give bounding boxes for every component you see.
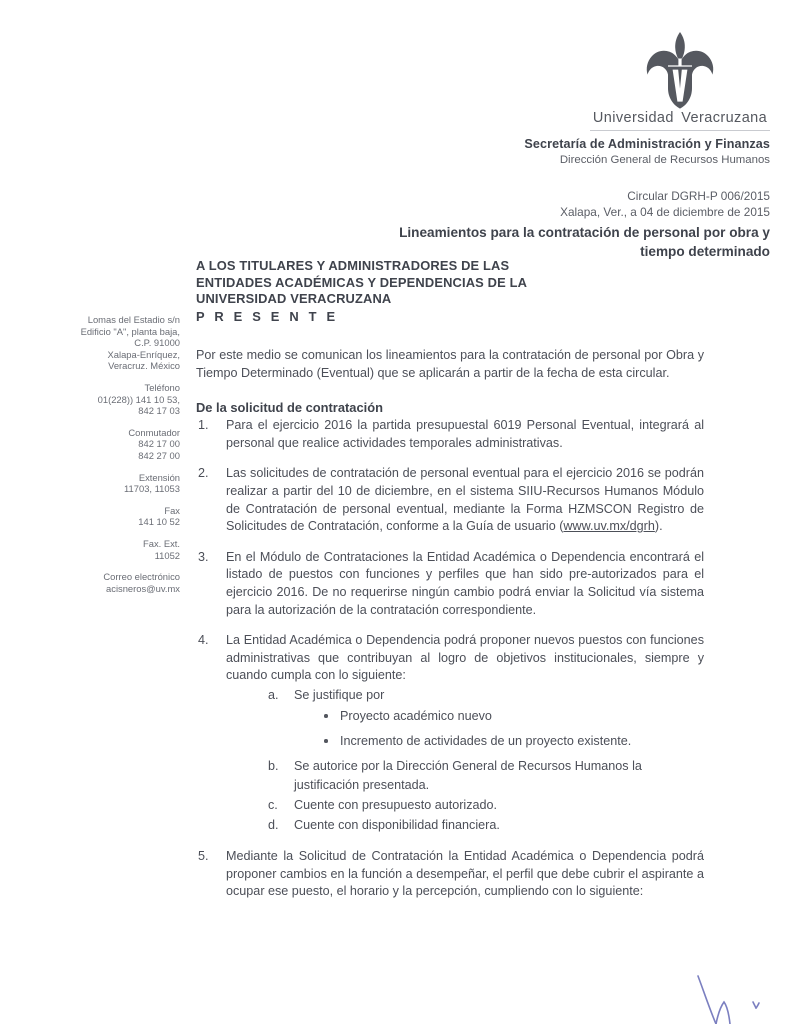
- contact-line: Lomas del Estadio s/n: [87, 314, 180, 325]
- lettered-sub-item: [268, 757, 704, 795]
- contact-line: Fax: [164, 504, 180, 516]
- sub-item-text: Cuente con presupuesto autorizado.: [294, 797, 498, 812]
- item-text: Las solicitudes de contratación de personal eventual para el ejercicio 2016 se podrán realizar a partir del 10 de diciembre, en el sistema SIIU-Recursos Humanos Módulo de Contratación de personal eventual, mediante la Forma HZMSCON Registro de Solicitudes de Contratación, conforme a la Guía de usuario (www.uv.mx/dgrh).: [226, 466, 704, 534]
- logo-wordmark: Universidad Veracruzana: [592, 110, 768, 126]
- contact-sidebar: [40, 314, 180, 594]
- item-marker: 2.: [198, 466, 209, 481]
- logo-divider: [590, 130, 770, 131]
- sub-item-text: Cuente con disponibilidad financiera.: [294, 817, 500, 832]
- item-marker: 5.: [198, 848, 209, 863]
- sub-item-marker: b.: [268, 758, 279, 773]
- circular-number: Circular DGRH-P 006/2015: [627, 189, 770, 203]
- item-marker: 1.: [198, 418, 209, 433]
- header-block: [250, 136, 770, 261]
- contact-line: 141 10 52: [138, 516, 180, 528]
- contact-line: 842 27 00: [138, 449, 180, 461]
- place-and-date: Xalapa, Ver., a 04 de diciembre de 2015: [560, 205, 770, 219]
- contact-line: Xalapa-Enríquez,: [107, 348, 180, 360]
- lettered-sub-list: [226, 686, 704, 835]
- contact-line: 842 17 00: [138, 438, 180, 450]
- contact-group-fax-extension: [40, 538, 180, 561]
- numbered-item: [196, 417, 704, 452]
- item-text: La Entidad Académica o Dependencia podrá proponer nuevos puestos con funciones administrativas que contribuyan al logro de objetivos institucionales, siempre y cuando cumpla con lo siguiente:: [226, 633, 704, 683]
- numbered-item: [196, 465, 704, 535]
- addressee-line-3: UNIVERSIDAD VERACRUZANA: [196, 291, 392, 306]
- contact-group-address: [40, 314, 180, 372]
- bullet-dot-icon: [324, 739, 328, 743]
- lettered-sub-item: [268, 816, 704, 835]
- bullet-dot-icon: [324, 714, 328, 718]
- numbered-item: [196, 848, 704, 901]
- contact-line: Conmutador: [128, 426, 180, 438]
- intro-paragraph: Por este medio se comunican los lineamientos para la contratación de personal por Obra y Tiempo Determinado (Eventual) que se aplicarán a partir de la fecha de esta circular.: [196, 348, 704, 380]
- contact-line: 842 17 03: [138, 405, 180, 417]
- contact-line: Extensión: [138, 471, 180, 483]
- contact-group-email: [40, 571, 180, 594]
- contact-line: Veracruz. México: [108, 360, 180, 372]
- document-title: [250, 223, 770, 261]
- handwritten-signature-icon: [660, 972, 800, 1024]
- contact-line: 11052: [154, 549, 180, 561]
- contact-line: acisneros@uv.mx: [106, 582, 180, 594]
- addressee-line-1: A LOS TITULARES Y ADMINISTRADORES DE LAS: [196, 258, 510, 273]
- lettered-sub-item: [268, 686, 704, 750]
- contact-group-fax: [40, 505, 180, 528]
- addressee-line-2: ENTIDADES ACADÉMICAS Y DEPENDENCIAS DE LA: [196, 274, 528, 290]
- item-text: En el Módulo de Contrataciones la Entidad Académica o Dependencia encontrará el listado de puestos con funciones y perfiles que han sido pre-autorizados para el ejercicio 2016. De no requerirse ningún cambio podrá enviar la Solicitud vía sistema para la autorización de la contratación correspondiente.: [226, 549, 704, 617]
- sub-department-name: Dirección General de Recursos Humanos: [559, 154, 770, 166]
- bullet-text: Proyecto académico nuevo: [340, 708, 492, 723]
- contact-line: Correo electrónico: [103, 571, 180, 583]
- sub-item-text: Se justifique por: [294, 687, 385, 702]
- dgrh-website-link[interactable]: www.uv.mx/dgrh: [563, 519, 655, 534]
- item-text: Para el ejercicio 2016 la partida presupuestal 6019 Personal Eventual, integrará al personal que realice actividades temporales administrativas.: [226, 418, 704, 450]
- section-heading: De la solicitud de contratación: [196, 400, 383, 416]
- contact-group-telephone: [40, 382, 180, 417]
- numbered-item: [196, 549, 704, 619]
- bullet-item: [322, 732, 704, 750]
- contact-group-extension: [40, 472, 180, 495]
- sub-item-text: Se autorice por la Dirección General de Recursos Humanos la justificación presentada.: [294, 758, 642, 792]
- numbered-item: [196, 632, 704, 835]
- document-body: [196, 347, 704, 901]
- circular-meta-block: [250, 188, 770, 261]
- numbered-item-list: [196, 417, 704, 901]
- document-title-line-2: tiempo determinado: [640, 244, 770, 259]
- contact-group-switchboard: [40, 427, 180, 462]
- contact-line: Edificio "A", planta baja,: [80, 325, 180, 337]
- bullet-list: [294, 707, 704, 750]
- sub-item-marker: d.: [268, 817, 279, 832]
- item-marker: 3.: [198, 549, 209, 564]
- contact-line: Fax. Ext.: [143, 537, 180, 549]
- lettered-sub-item: [268, 796, 704, 815]
- sub-item-marker: a.: [268, 687, 279, 702]
- contact-line: 01(228)) 141 10 53,: [97, 393, 180, 405]
- university-logo-block: [590, 30, 770, 131]
- contact-line: 11703, 11053: [124, 483, 180, 495]
- addressee-presente: P R E S E N T E: [196, 308, 339, 324]
- document-title-line-1: Lineamientos para la contratación de personal por obra y: [399, 225, 770, 240]
- item-marker: 4.: [198, 633, 209, 648]
- contact-line: C.P. 91000: [134, 337, 180, 349]
- fleur-de-lis-shield-icon: [637, 30, 723, 110]
- bullet-text: Incremento de actividades de un proyecto existente.: [340, 733, 632, 748]
- addressee-block: [196, 258, 716, 325]
- department-name: Secretaría de Administración y Finanzas: [524, 137, 770, 151]
- sub-item-marker: c.: [268, 797, 278, 812]
- bullet-item: [322, 707, 704, 725]
- contact-line: Teléfono: [144, 381, 180, 393]
- item-text: Mediante la Solicitud de Contratación la Entidad Académica o Dependencia podrá proponer cambios en la función a desempeñar, el perfil que debe cubrir el aspirante a ocupar ese puesto, el horario y la percepción, cumpliendo con lo siguiente:: [226, 848, 704, 899]
